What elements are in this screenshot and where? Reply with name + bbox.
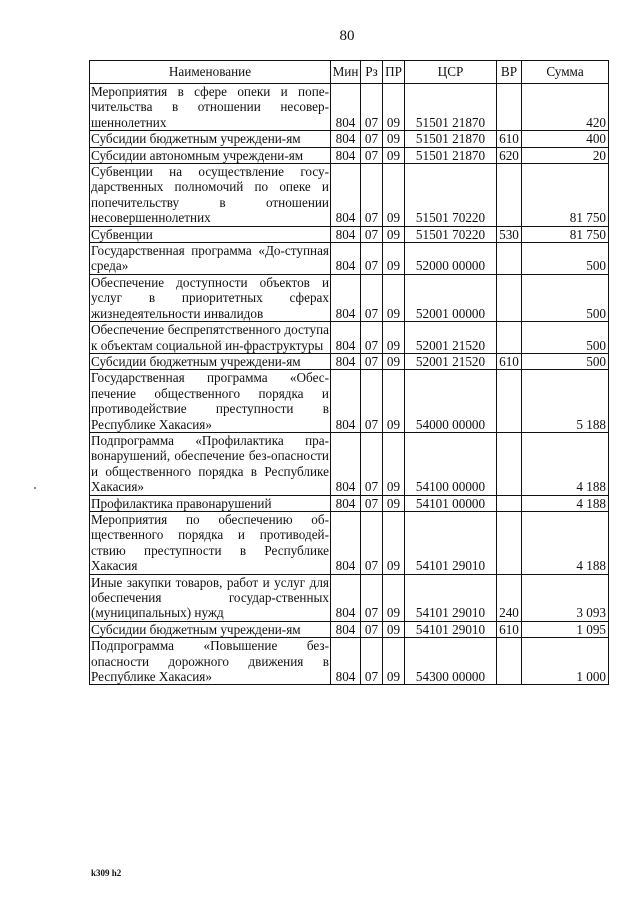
row-rz: 07 — [361, 432, 383, 495]
table-row — [90, 274, 609, 321]
row-vr: 610 — [497, 353, 522, 369]
row-min: 804 — [331, 574, 361, 621]
row-pr: 09 — [383, 84, 405, 131]
row-rz: 07 — [361, 84, 383, 131]
row-rz: 07 — [361, 131, 383, 147]
row-sum: 500 — [522, 274, 609, 321]
row-sum: 20 — [522, 147, 609, 163]
row-sum: 4 188 — [522, 511, 609, 574]
row-min: 804 — [331, 621, 361, 637]
row-name: Субсидии бюджетным учреждени-ям — [90, 621, 331, 637]
row-sum: 81 750 — [522, 226, 609, 242]
row-pr: 09 — [383, 511, 405, 574]
row-csr: 51501 70220 — [405, 164, 497, 227]
table-row — [90, 147, 609, 163]
row-csr: 52001 00000 — [405, 274, 497, 321]
row-min: 804 — [331, 274, 361, 321]
row-pr: 09 — [383, 353, 405, 369]
budget-table — [89, 60, 609, 685]
table-row — [90, 495, 609, 511]
row-min: 804 — [331, 164, 361, 227]
row-vr: 620 — [497, 147, 522, 163]
row-name: Мероприятия по обеспечению об-щественного порядка и противодей-ствию преступности в Республике Хакасия — [91, 511, 329, 574]
row-rz: 07 — [361, 353, 383, 369]
row-pr: 09 — [383, 638, 405, 685]
row-min: 804 — [331, 322, 361, 354]
row-csr: 54100 00000 — [405, 432, 497, 495]
header-sum: Сумма — [522, 61, 609, 84]
row-sum: 4 188 — [522, 495, 609, 511]
row-min: 804 — [331, 495, 361, 511]
row-vr — [497, 638, 522, 685]
row-vr: 240 — [497, 574, 522, 621]
row-pr: 09 — [383, 432, 405, 495]
row-pr: 09 — [383, 370, 405, 433]
row-min: 804 — [331, 432, 361, 495]
row-min: 804 — [331, 638, 361, 685]
row-pr: 09 — [383, 147, 405, 163]
row-rz: 07 — [361, 147, 383, 163]
row-min: 804 — [331, 131, 361, 147]
row-vr — [497, 243, 522, 275]
row-name: Профилактика правонарушений — [90, 495, 331, 511]
row-rz: 07 — [361, 322, 383, 354]
row-csr: 54101 29010 — [405, 511, 497, 574]
row-vr — [497, 322, 522, 354]
row-min: 804 — [331, 511, 361, 574]
row-sum: 5 188 — [522, 370, 609, 433]
row-rz: 07 — [361, 574, 383, 621]
row-min: 804 — [331, 84, 361, 131]
row-min: 804 — [331, 226, 361, 242]
row-vr — [497, 84, 522, 131]
row-name: Субвенции — [90, 226, 331, 242]
row-vr — [497, 164, 522, 227]
row-csr: 51501 21870 — [405, 131, 497, 147]
row-pr: 09 — [383, 495, 405, 511]
row-rz: 07 — [361, 164, 383, 227]
header-vr: ВР — [497, 61, 522, 84]
row-name: Государственная программа «Обес-печение общественного порядка и противодействие преступности в Республике Хакасия» — [91, 370, 329, 432]
row-name: Подпрограмма «Повышение без-опасности дорожного движения в Республике Хакасия» — [91, 638, 329, 685]
table-row — [90, 131, 609, 147]
row-min: 804 — [331, 243, 361, 275]
table-header-row — [90, 61, 609, 84]
row-rz: 07 — [361, 511, 383, 574]
table-row — [90, 511, 609, 574]
row-name: Обеспечение доступности объектов и услуг в приоритетных сферах жизнедеятельности инвалидов — [91, 274, 329, 321]
row-pr: 09 — [383, 574, 405, 621]
row-name: Субсидии бюджетным учреждени-ям — [90, 353, 331, 369]
row-csr: 54000 00000 — [405, 370, 497, 433]
row-sum: 420 — [522, 84, 609, 131]
row-name: Иные закупки товаров, работ и услуг для обеспечения государ-ственных (муниципальных) нужд — [91, 574, 329, 621]
row-sum: 400 — [522, 131, 609, 147]
row-csr: 54101 00000 — [405, 495, 497, 511]
table-row — [90, 84, 609, 131]
row-sum: 500 — [522, 322, 609, 354]
row-pr: 09 — [383, 131, 405, 147]
table-body — [90, 84, 609, 685]
row-rz: 07 — [361, 495, 383, 511]
row-name: Мероприятия в сфере опеки и попе-чительства в отношении несовер-шеннолетних — [91, 84, 329, 130]
table-row — [90, 432, 609, 495]
row-csr: 54101 29010 — [405, 621, 497, 637]
page-number-text: 80 — [339, 28, 355, 44]
row-pr: 09 — [383, 274, 405, 321]
table-row — [90, 243, 609, 275]
row-vr: 530 — [497, 226, 522, 242]
page-number — [0, 28, 639, 45]
row-csr: 51501 21870 — [405, 147, 497, 163]
table-row — [90, 621, 609, 637]
row-csr: 54300 00000 — [405, 638, 497, 685]
row-csr: 51501 70220 — [405, 226, 497, 242]
row-min: 804 — [331, 370, 361, 433]
row-min: 804 — [331, 147, 361, 163]
row-vr — [497, 511, 522, 574]
header-min: Мин — [331, 61, 361, 84]
header-csr: ЦСР — [405, 61, 497, 84]
row-vr — [497, 495, 522, 511]
table-row — [90, 574, 609, 621]
header-name: Наименование — [90, 61, 331, 84]
header-pr: ПР — [383, 61, 405, 84]
row-rz: 07 — [361, 621, 383, 637]
table-row — [90, 322, 609, 354]
footer-code: k309 h2 — [91, 868, 122, 878]
row-rz: 07 — [361, 243, 383, 275]
row-vr: 610 — [497, 621, 522, 637]
row-name: Субсидии автономным учреждени-ям — [90, 147, 331, 163]
row-csr: 52001 21520 — [405, 322, 497, 354]
row-sum: 3 093 — [522, 574, 609, 621]
row-rz: 07 — [361, 370, 383, 433]
row-rz: 07 — [361, 274, 383, 321]
table-row — [90, 226, 609, 242]
row-sum: 500 — [522, 243, 609, 275]
row-vr — [497, 370, 522, 433]
row-rz: 07 — [361, 638, 383, 685]
row-name: Обеспечение беспрепятственного доступа к объектам социальной ин-фраструктуры — [91, 322, 329, 353]
row-sum: 4 188 — [522, 432, 609, 495]
row-pr: 09 — [383, 226, 405, 242]
row-sum: 1 095 — [522, 621, 609, 637]
row-vr — [497, 432, 522, 495]
row-csr: 51501 21870 — [405, 84, 497, 131]
row-pr: 09 — [383, 621, 405, 637]
row-rz: 07 — [361, 226, 383, 242]
row-sum: 500 — [522, 353, 609, 369]
row-name: Субвенции на осуществление госу-дарственных полномочий по опеке и попечительству в отношении несовершеннолетних — [91, 164, 329, 226]
row-name: Подпрограмма «Профилактика пра-вонарушений, обеспечение без-опасности и общественного порядка в Республике Хакасия» — [91, 432, 329, 495]
row-min: 804 — [331, 353, 361, 369]
row-vr: 610 — [497, 131, 522, 147]
row-vr — [497, 274, 522, 321]
margin-dot — [34, 487, 36, 489]
row-csr: 54101 29010 — [405, 574, 497, 621]
row-pr: 09 — [383, 243, 405, 275]
row-name: Субсидии бюджетным учреждени-ям — [90, 131, 331, 147]
header-rz: Рз — [361, 61, 383, 84]
row-name: Государственная программа «До-ступная среда» — [91, 243, 329, 274]
table-row — [90, 353, 609, 369]
row-pr: 09 — [383, 164, 405, 227]
table-row — [90, 638, 609, 685]
table-row — [90, 164, 609, 227]
table-row — [90, 370, 609, 433]
row-csr: 52001 21520 — [405, 353, 497, 369]
row-sum: 81 750 — [522, 164, 609, 227]
row-pr: 09 — [383, 322, 405, 354]
row-sum: 1 000 — [522, 638, 609, 685]
row-csr: 52000 00000 — [405, 243, 497, 275]
